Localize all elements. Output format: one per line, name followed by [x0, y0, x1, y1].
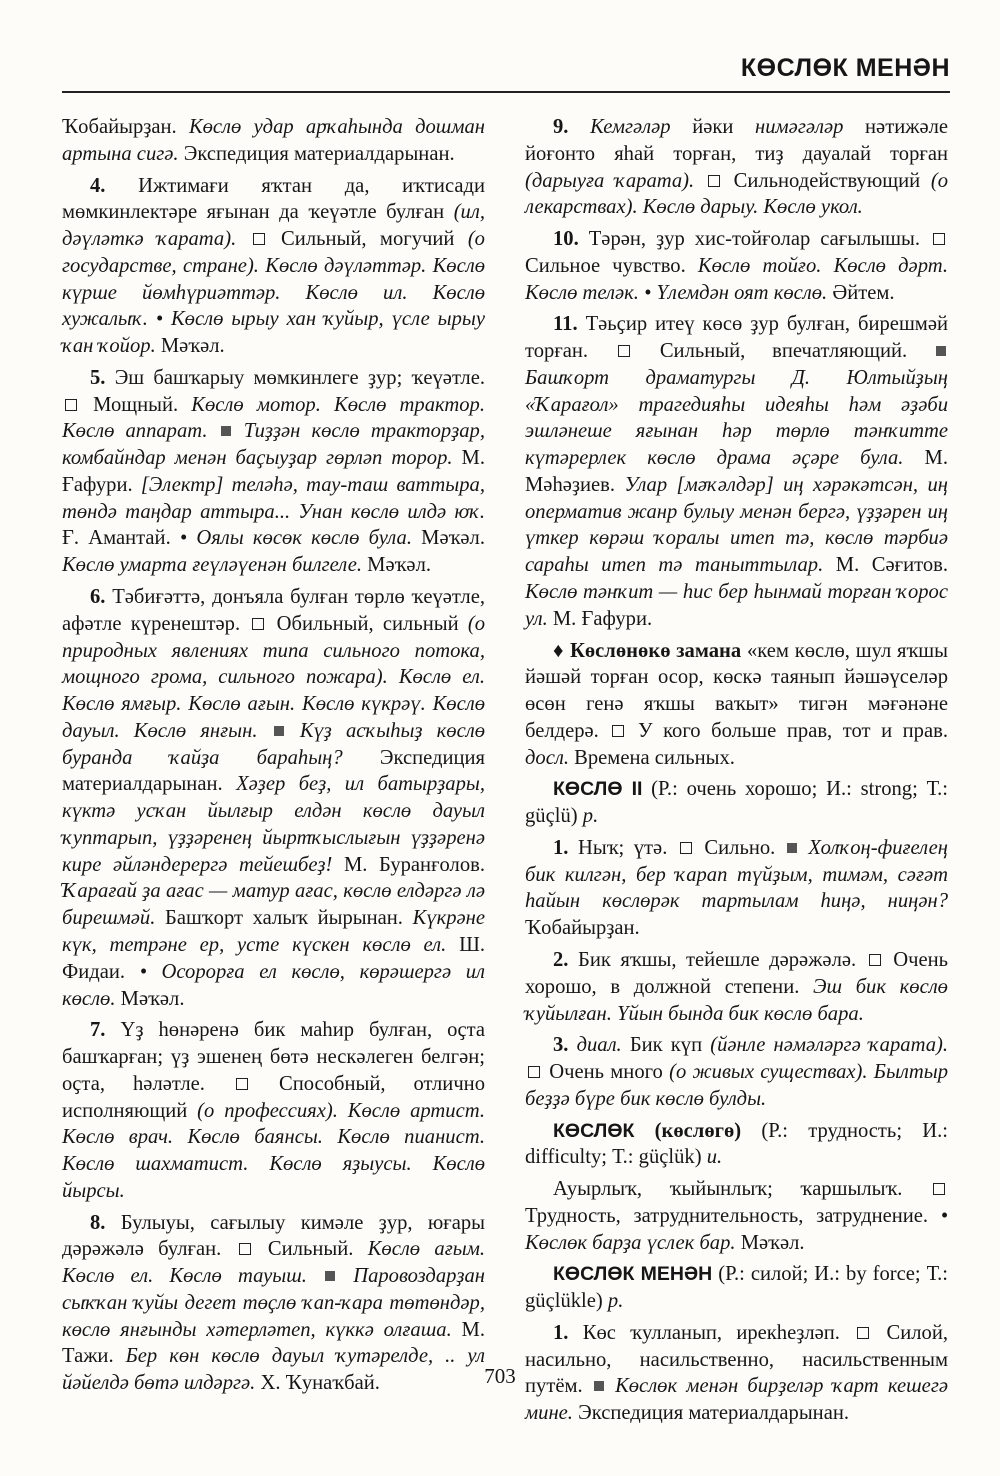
entry-paragraph: 4. Ижтимағи яҡтан да, иҡтисади мөмкинлектәре яғынан да ҡеүәтле булған (ил, дәүләткә ҡарата). Сильный, могучий (о государстве, стране). Көслө дәүләттәр. Көслө күрше йөмһүриәттәр. Көслө ил. Көслө хужалыҡ. • Көслө ырыу хан ҡуйыр, үсле ырыу ҡан ҡойор. Мәҡәл. [62, 174, 485, 358]
header-rule [62, 91, 950, 93]
entry-paragraph: 8. Булыуы, сағылыу кимәле ҙур, юғары дәрәжәлә булған. Сильный. Көслө ағым. Көслө ел. Көслө тауыш. Паровоздарҙан сыҡҡан ҡуйы дегет төҫлө ҡап-ҡара төтөндәр, көслө янғынды хәтерләтеп, күккә олғаша. М. Тажи. Бер көн көслө дауыл ҡутәрелде, .. ул йәйелдә бөтә илдәргә. Х. Ҡунаҡбай. [62, 1211, 486, 1395]
entry-paragraph: 3. диал. Бик күп (йәнле нәмәләргә ҡарата). Очень много (о живых существах). Былтыр беҙҙә бүре бик көслө булды. [525, 1034, 948, 1110]
entry-paragraph: 7. Үҙ һөнәренә бик маһир булған, оҫта башҡарған; үҙ эшенең бөтә нескәлеген белгән; оҫта, һәләтле. Способный, отлично исполняющий (о профессиях). Көслө артист. Көслө врач. Көслө баянсы. Көслө пианист. Көслө шахматист. Көслө яҙыусы. Көслө йырсы. [62, 1019, 486, 1202]
entry-paragraph: 1. Көс ҡулланып, ирекһеҙләп. Силой, насильно, насильственно, насильственным путём. Көслөк менән бирҙеләр ҡарт кешегә мине. Экспедиция материалдарынан. [525, 1321, 948, 1425]
headword-koslok-menan: КӨСЛӨК МЕНӘН (Р.: силой; И.: by force; Т.: güçlükle) р. [525, 1263, 948, 1313]
entry-paragraph: 9. Кемгәләр йәки нимәгәләр нәтижәле йоғонто яһай торған, тиҙ дауалай торған (дарыуға ҡарата). Сильнодействующий (о лекарствах). Көслө дарыу. Көслө укол. [525, 116, 949, 219]
entry-paragraph: 6. Тәбиғәттә, донъяла булған төрлө ҡеүәтле, афәтле күренештәр. Обильный, сильный (о природных явлениях типа сильного потока, мощного грома, сильного пожара). Көслө ел. Көслө ямғыр. Көслө ағын. Көслө күкрәү. Көслө дауыл. Көслө янғын. Күҙ асҡыһыҙ көслө буранда ҡайҙа бараһың? Экспедиция материалдарынан. Хәҙер беҙ, ил батырҙары, күктә усҡан йылғыр елдән көслө дауыл ҡуптарып, үҙҙәренең йыртҡыслығын үҙҙәренә кире әйләндерергә тейешбеҙ! М. Буранғолов. Ҡарағай ҙа ағас — матур ағас, көслө елдәргә лә бирешмәй. Башҡорт халыҡ йырынан. Күкрәне күк, тетрәне ер, усте күскен көслө ел. Ш. Фидаи. • Осорорға ел көслө, көрәшергә ил көслө. Мәҡәл. [62, 586, 486, 1010]
page-number: 703 [484, 1364, 516, 1388]
entry-paragraph: 1. Ныҡ; үтә. Сильно. Холҡоң-фиғелең бик килгән, бер ҡарап түйҙым, тимәм, сәғәт һайын көслөрәк тартылам һиңә, ниңән? Ҡобайырҙан. [525, 836, 948, 940]
entry-paragraph: Ҡобайырҙан. Көслө удар арҡаһында дошман артына сигә. Экспедиция материалдарынан. [62, 116, 485, 165]
entry-paragraph: 5. Эш башҡарыу мөмкинлеге ҙур; ҡеүәтле. Мощный. Көслө мотор. Көслө трактор. Көслө аппарат. Тиҙҙән көслө тракторҙар, комбайндар менән баҫыуҙар гөрләп торор. М. Ғафури. [Электр] теләһә, тау-таш ваттыра, төндә таңдар аттыра... Унан көслө илдә юҡ. Ғ. Амантай. • Оялы көсөк көслө була. Мәҡәл. Көслө умарта ғеүләүенән билгеле. Мәҡәл. [62, 366, 485, 577]
entry-paragraph: 10. Тәрән, ҙур хис-тойғолар сағылышы. Сильное чувство. Көслө тойғо. Көслө дәрт. Көслө теләк. • Үлемдән оят көслө. Әйтем. [525, 228, 948, 304]
idiom-paragraph: ♦ Көслөнөкө замана «кем көслө, шул яҡшы йәшәй торған осор, көскә таянып йәшәүселәр өсөн генә яҡшы ваҡыт» тигән мәғәнәне белдерә. У кого больше прав, тот и прав. досл. Времена сильных. [525, 639, 948, 769]
entry-paragraph: 2. Бик яҡшы, тейешле дәрәжәлә. Очень хорошо, в должной степени. Эш бик көслө ҡуйылған. Үйын бында бик көслө бара. [525, 948, 949, 1025]
right-column [525, 114, 948, 1432]
running-head: КӨСЛӨК МЕНӘН [740, 54, 950, 82]
headword-koslo-ii: КӨСЛӨ II (Р.: очень хорошо; И.: strong; Т.: güçlü) р. [525, 778, 948, 828]
entry-paragraph: 11. Тәьҫир итеү көсө ҙур булған, бирешмәй торған. Сильный, впечатляющий. Башҡорт драматургы Д. Юлтыйҙың «Ҡарағол» трагедияһы идеяһы һәм әҙәби эшләнеше яғынан һәр төрлө тәнҡитте күтәрерлек көслө драма әҫәре була. М. Мәһәҙиев. Улар [мәҡәлдәр] иң хәрәкәтсән, иң оперматив жанр булыу менән бергә, үҙҙәрен иң үткер көрәш ҡоралы итеп тә, көслө тәрбиә сараһы итеп тә таныттылар. М. Сәғитов. Көслө тәнҡит — һис бер һынмай торған ҡорос ул. М. Ғафури. [525, 313, 949, 630]
left-column [62, 114, 485, 1402]
headword-koslok: КӨСЛӨК (көслөгө) (Р.: трудность; И.: difficulty; Т.: güçlük) и. [525, 1119, 948, 1169]
entry-paragraph: Ауырлыҡ, ҡыйынлыҡ; ҡаршылыҡ. Трудность, затруднительность, затруднение. • Көслөк барҙа үслек бар. Мәҡәл. [525, 1178, 948, 1254]
